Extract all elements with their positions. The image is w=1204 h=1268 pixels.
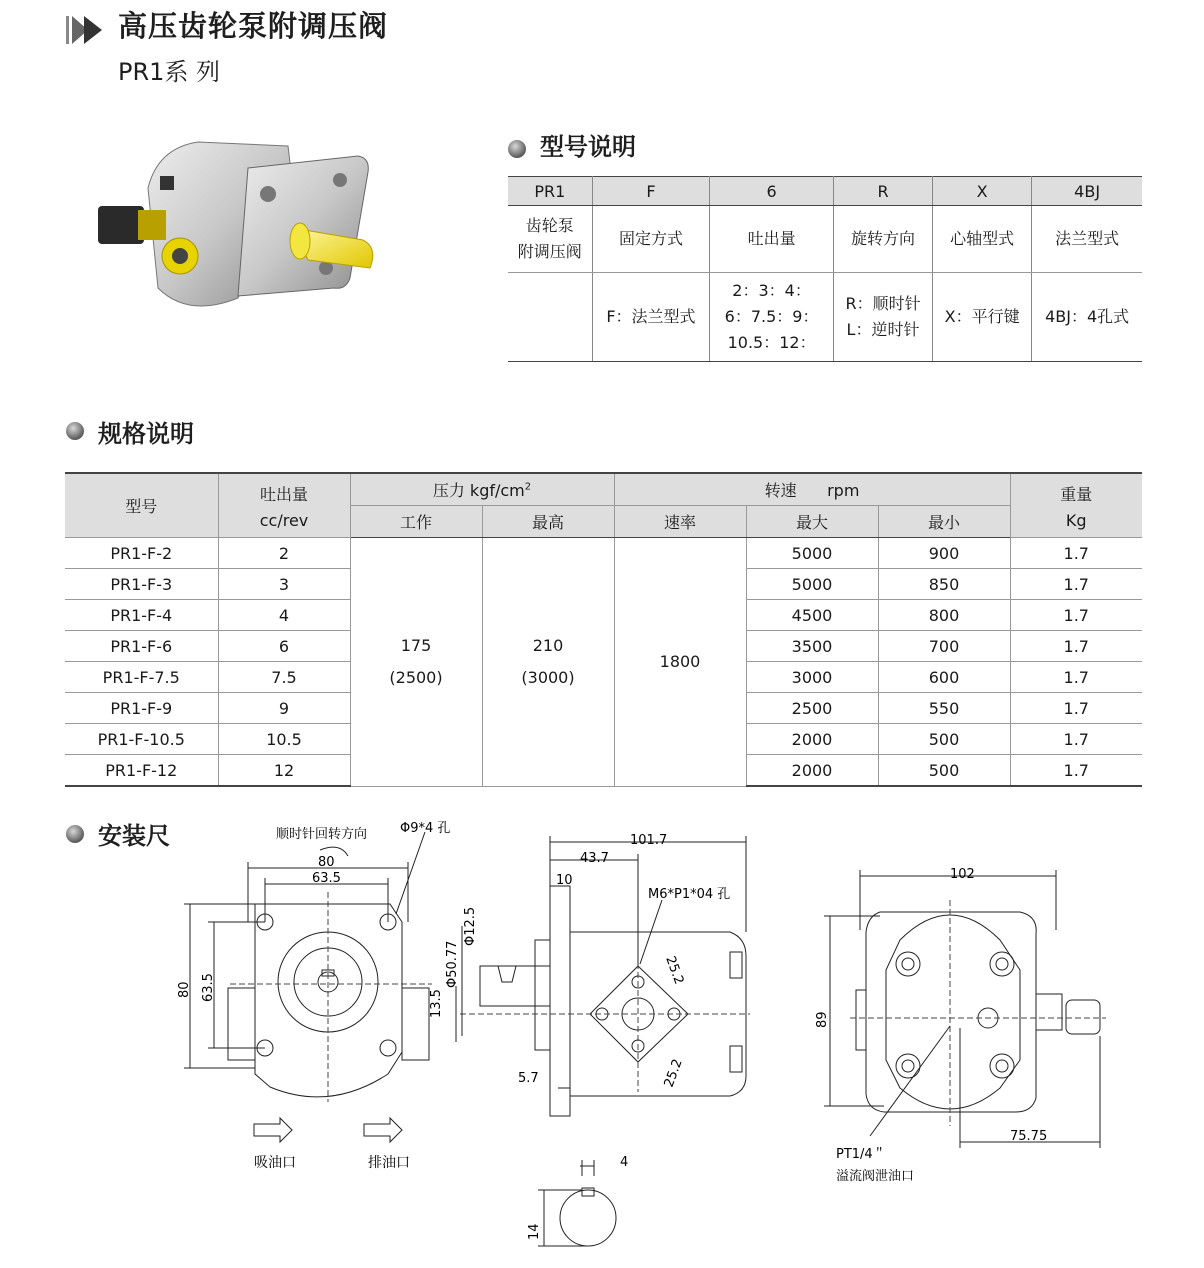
dim-flange: Φ50.77: [445, 940, 460, 988]
port-label: PT1/4＂: [836, 1147, 886, 1162]
header-speed-min: 最小: [878, 506, 1010, 538]
speed-min-cell: 550: [878, 693, 1010, 724]
disp-cell: 4: [218, 600, 350, 631]
header-weight: 重量 Kg: [1010, 473, 1142, 538]
speed-max-cell: 5000: [746, 538, 878, 569]
speed-max-cell: 2500: [746, 693, 878, 724]
weight-cell: 1.7: [1010, 693, 1142, 724]
dim-1017: 101.7: [630, 833, 668, 848]
header-speed: 转速 rpm: [614, 473, 1010, 506]
weight-cell: 1.7: [1010, 569, 1142, 600]
header-speed-max: 最大: [746, 506, 878, 538]
model-meaning-cell: 法兰型式: [1032, 206, 1142, 273]
dim-80: 80: [318, 855, 335, 870]
model-code-table: [508, 176, 1142, 362]
header-speed-rate: 速率: [614, 506, 746, 538]
model-cell: PR1-F-9: [65, 693, 218, 724]
speed-max-cell: 2000: [746, 755, 878, 787]
model-option-cell: R：顺时针 L：逆时针: [833, 273, 932, 362]
dim-7575: 75.75: [1010, 1129, 1048, 1144]
disp-cell: 10.5: [218, 724, 350, 755]
speed-min-cell: 500: [878, 755, 1010, 787]
spec-section-heading: 规格说明: [98, 420, 194, 448]
weight-cell: 1.7: [1010, 631, 1142, 662]
speed-min-cell: 850: [878, 569, 1010, 600]
model-section-heading: 型号说明: [540, 133, 636, 161]
model-option-cell: 2：3：4： 6：7.5：9： 10.5：12：: [710, 273, 834, 362]
spec-table: [65, 472, 1142, 787]
hole-label: Φ9*4 孔: [400, 821, 451, 836]
bolt-label: M6*P1*04 孔: [648, 887, 731, 902]
side-view-drawing: [420, 826, 760, 1266]
rotation-label: 顺时针回转方向: [276, 827, 368, 842]
dim-437: 43.7: [580, 851, 609, 866]
speed-rate-cell: 1800: [614, 538, 746, 787]
dim-10: 10: [556, 873, 573, 888]
model-code-cell: X: [933, 177, 1032, 206]
model-bullet-icon: [508, 140, 526, 158]
disp-cell: 12: [218, 755, 350, 787]
model-meaning-cell: 齿轮泵 附调压阀: [508, 206, 592, 273]
key-width: 4: [620, 1155, 629, 1170]
header-pressure-max: 最高: [482, 506, 614, 538]
model-cell: PR1-F-6: [65, 631, 218, 662]
port-desc: 溢流阀泄油口: [836, 1169, 915, 1184]
dim-635-v: 63.5: [201, 973, 216, 1002]
model-code-cell: R: [833, 177, 932, 206]
speed-max-cell: 5000: [746, 569, 878, 600]
dim-102: 102: [950, 867, 975, 882]
pump-photo: [88, 128, 400, 328]
speed-max-cell: 3500: [746, 631, 878, 662]
model-cell: PR1-F-10.5: [65, 724, 218, 755]
model-code-cell: F: [592, 177, 710, 206]
pressure-work-cell: 175 (2500): [350, 538, 482, 787]
disp-cell: 2: [218, 538, 350, 569]
install-bullet-icon: [66, 825, 84, 843]
dim-shaft: Φ12.5: [463, 906, 478, 946]
weight-cell: 1.7: [1010, 724, 1142, 755]
dim-89: 89: [815, 1011, 830, 1028]
header-model: 型号: [65, 473, 218, 538]
suction-label: 吸油口: [254, 1155, 296, 1171]
model-meaning-cell: 固定方式: [592, 206, 710, 273]
dim-635: 63.5: [312, 871, 341, 886]
model-option-cell: F：法兰型式: [592, 273, 710, 362]
speed-min-cell: 700: [878, 631, 1010, 662]
speed-min-cell: 900: [878, 538, 1010, 569]
speed-max-cell: 3000: [746, 662, 878, 693]
key-height: 14: [527, 1223, 542, 1240]
model-cell: PR1-F-2: [65, 538, 218, 569]
header-displacement: 吐出量 cc/rev: [218, 473, 350, 538]
model-option-cell: X：平行键: [933, 273, 1032, 362]
model-code-cell: 6: [710, 177, 834, 206]
pressure-max-cell: 210 (3000): [482, 538, 614, 787]
model-meaning-cell: 吐出量: [710, 206, 834, 273]
rear-view-drawing: [810, 860, 1110, 1190]
speed-min-cell: 600: [878, 662, 1010, 693]
model-code-cell: 4BJ: [1032, 177, 1142, 206]
spec-bullet-icon: [66, 422, 84, 440]
speed-max-cell: 4500: [746, 600, 878, 631]
weight-cell: 1.7: [1010, 662, 1142, 693]
speed-min-cell: 800: [878, 600, 1010, 631]
page-title: 高压齿轮泵附调压阀: [118, 9, 389, 43]
disp-cell: 7.5: [218, 662, 350, 693]
model-meaning-cell: 心轴型式: [933, 206, 1032, 273]
weight-cell: 1.7: [1010, 538, 1142, 569]
page-subtitle: PR1系 列: [118, 58, 221, 86]
disp-cell: 9: [218, 693, 350, 724]
disp-cell: 3: [218, 569, 350, 600]
model-cell: PR1-F-3: [65, 569, 218, 600]
model-code-cell: PR1: [508, 177, 592, 206]
speed-max-cell: 2000: [746, 724, 878, 755]
dim-80-v: 80: [177, 981, 192, 998]
discharge-label: 排油口: [368, 1155, 410, 1171]
model-option-cell: [508, 273, 592, 362]
dim-57: 5.7: [518, 1071, 539, 1086]
weight-cell: 1.7: [1010, 755, 1142, 787]
disp-cell: 6: [218, 631, 350, 662]
speed-min-cell: 500: [878, 724, 1010, 755]
dim-135: 13.5: [429, 989, 444, 1018]
dim-252-a: 25.2: [662, 954, 687, 987]
title-arrows-icon: [64, 14, 106, 46]
weight-cell: 1.7: [1010, 600, 1142, 631]
header-pressure-work: 工作: [350, 506, 482, 538]
model-cell: PR1-F-7.5: [65, 662, 218, 693]
model-cell: PR1-F-4: [65, 600, 218, 631]
model-meaning-cell: 旋转方向: [833, 206, 932, 273]
install-section-heading: 安装尺: [98, 822, 170, 850]
dim-252-b: 25.2: [661, 1057, 686, 1090]
header-pressure: 压力 kgf/$cm^2$: [350, 473, 614, 506]
table-row: [65, 538, 1142, 569]
model-option-cell: 4BJ：4孔式: [1032, 273, 1142, 362]
model-cell: PR1-F-12: [65, 755, 218, 787]
